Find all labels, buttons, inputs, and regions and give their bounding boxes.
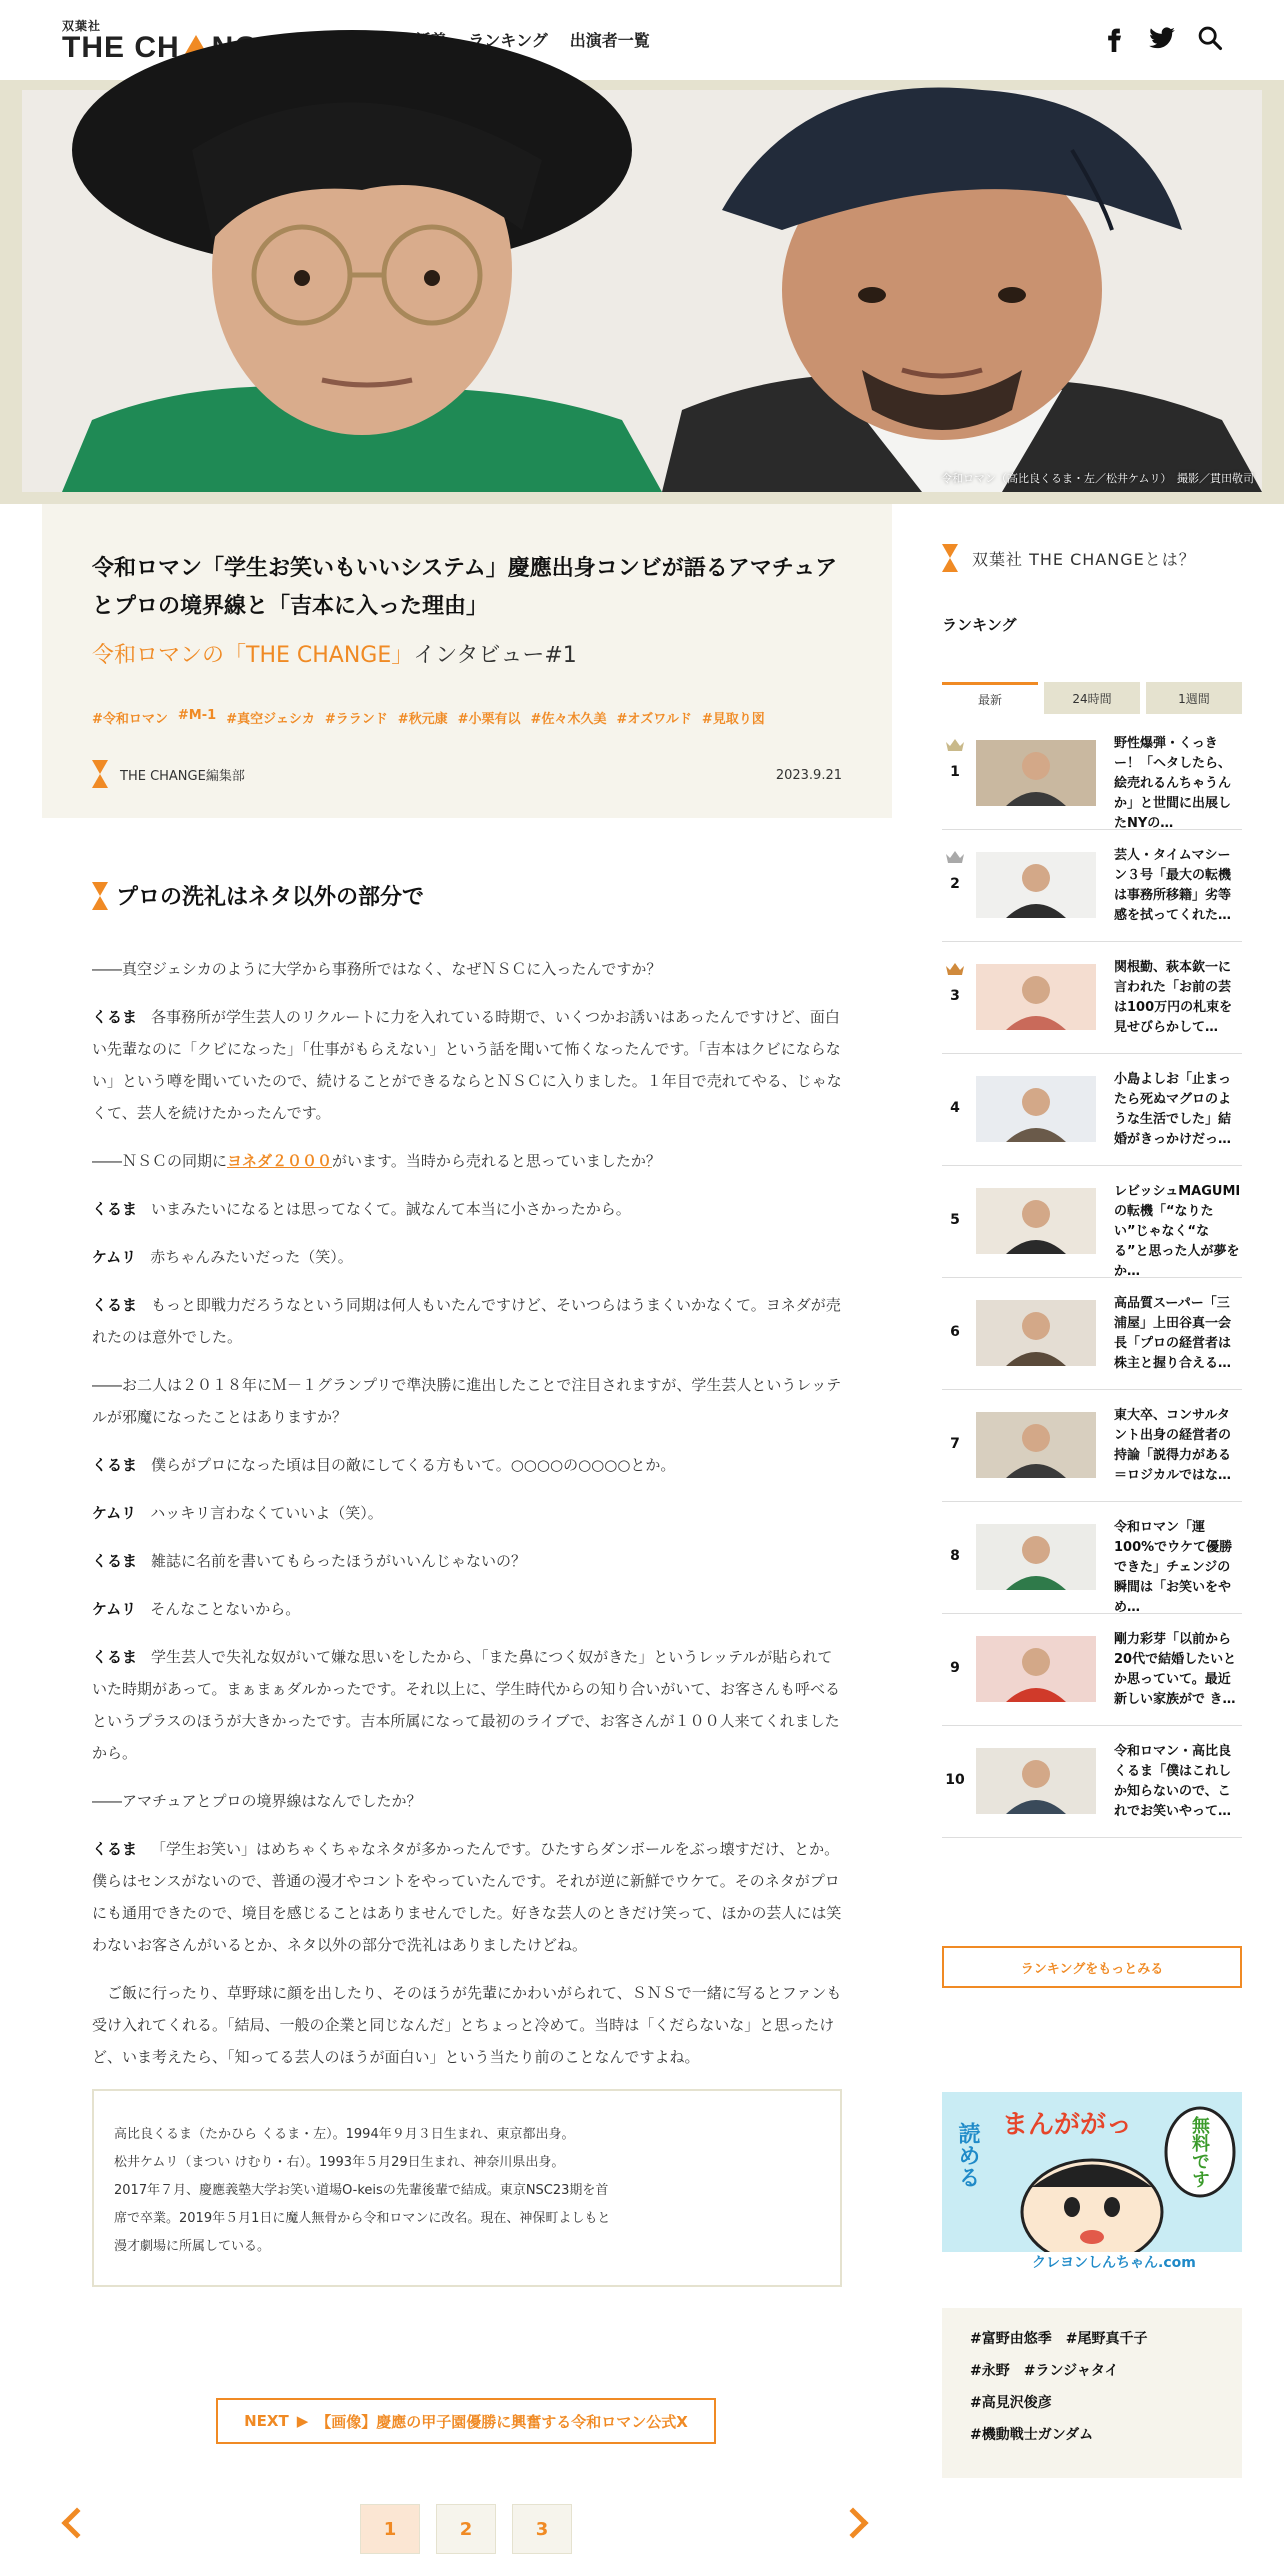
paragraph-text: 各事務所が学生芸人のリクルートに力を入れている時期で、いくつかお誘いはあったんですけど、面白い先輩なのに「クビになった」「仕事がもらえない」という話を聞いて怖くなったんです。「吉本はクビにならない」という噂を聞いていたので、続けることができるならとＮＳＣに入りました。１年目で売れてやる、じゃなくて、芸人を続けたかったんです。 xyxy=(92,1008,842,1122)
profile-line: 高比良くるま（たかひら くるま・左）。1994年９月３日生まれ、東京都出身。 xyxy=(114,2127,575,2142)
ranking-title[interactable]: 東大卒、コンサルタント出身の経営者の持論「説得力がある＝ロジカルではな… xyxy=(1114,1408,1232,1483)
article-header xyxy=(42,504,892,818)
article-paragraph xyxy=(92,1193,842,1225)
subtitle-rest: インタビュー#1 xyxy=(413,643,577,668)
article-paragraph xyxy=(92,1641,842,1769)
ranking-item[interactable] xyxy=(942,1614,1242,1726)
hourglass-icon xyxy=(92,882,108,910)
speaker-name: くるま xyxy=(92,1552,138,1570)
prev-page-icon[interactable] xyxy=(61,2507,92,2538)
ranking-title[interactable]: 令和ロマン・高比良くるま「僕はこれしか知らないので、これでお笑いやって… xyxy=(1114,1744,1232,1819)
speaker-name: ケムリ xyxy=(92,1504,137,1522)
tag-row xyxy=(970,2328,1214,2348)
nav-performers[interactable]: 出演者一覧 xyxy=(569,31,650,50)
article-subtitle xyxy=(92,638,577,669)
tag-link[interactable]: #ランジャタイ xyxy=(1023,2363,1119,2379)
tag-link[interactable]: #高見沢俊彦 xyxy=(970,2395,1052,2411)
banner-brand: クレヨンしんちゃん.com xyxy=(1032,2255,1196,2271)
paragraph-text: ハッキリ言わなくていいよ（笑）。 xyxy=(150,1504,383,1522)
logo-text-left: THE CH xyxy=(62,31,180,64)
speaker-name: くるま xyxy=(92,1648,138,1666)
speaker-name: ケムリ xyxy=(92,1600,137,1618)
article-paragraph xyxy=(92,1497,842,1529)
rank-number: 2 xyxy=(950,876,960,892)
article-body xyxy=(92,880,842,2287)
twitter-icon[interactable] xyxy=(1148,24,1176,52)
paragraph-text: 「学生お笑い」はめちゃくちゃなネタが多かったんです。ひたすらダンボールをぶっ壊すだけ、とか。僕らはセンスがないので、普通の漫才やコントをやっていたんです。それが逆に新鮮でウケて。そのネタがプロにも通用できたので、境目を感じることはありませんでした。好きな芸人のときだけ笑って、ほかの芸人には笑わないお客さんがいるとか、ネタ以外の部分で洗礼はありましたけどね。 xyxy=(92,1840,842,1954)
ranking-title[interactable]: 令和ロマン「運100%でウケて優勝できた」チェンジの瞬間は「お笑いをやめ… xyxy=(1114,1520,1233,1615)
paragraph-text: もっと即戦力だろうなという同期は何人もいたんですけど、そいつらはうまくいかなくて。ヨネダが売れたのは意外でした。 xyxy=(92,1296,841,1346)
tag-row xyxy=(970,2360,1214,2380)
ranking-item[interactable] xyxy=(942,1390,1242,1502)
tag-link[interactable]: #M-1 xyxy=(177,708,217,723)
tag-link[interactable]: #令和ロマン xyxy=(92,712,168,727)
paragraph-text: 学生芸人で失礼な奴がいて嫌な思いをしたから、「また鼻につく奴がきた」というレッテルが貼られていた時期があって。まぁまぁダルかったです。それ以上に、学生時代からの知り合いがいて、お客さんも呼べるというプラスのほうが大きかったです。吉本所属になって最初のライブで、お客さんが１００人来てくれましたから。 xyxy=(92,1648,841,1762)
ranking-thumbnail[interactable] xyxy=(976,964,1096,1030)
banner-center-text: まんががっ xyxy=(1002,2110,1133,2140)
ranking-title[interactable]: 小島よしお「止まったら死ぬマグロのような生活でした」結婚がきっかけだっ… xyxy=(1114,1072,1232,1147)
hourglass-icon xyxy=(92,760,108,788)
play-icon: ▶ xyxy=(296,2412,309,2430)
rank-number: 6 xyxy=(950,1324,960,1340)
tag-link[interactable]: #尾野真千子 xyxy=(1065,2331,1148,2347)
ranking-thumbnail[interactable] xyxy=(976,1748,1096,1814)
hero-caption: 令和ロマン（高比良くるま・左／松井ケムリ） 撮影／貫田敬司 xyxy=(941,472,1254,485)
article-paragraph xyxy=(92,953,842,985)
tag-link[interactable]: #富野由悠季 xyxy=(970,2331,1052,2347)
ranking-tabs xyxy=(942,682,1242,714)
more-ranking-button[interactable]: ランキングをもっとみる xyxy=(942,1946,1242,1988)
nav-ranking[interactable]: ランキング xyxy=(468,31,548,50)
article-paragraph xyxy=(92,1449,842,1481)
ranking-item[interactable] xyxy=(942,942,1242,1054)
ranking-thumbnail[interactable] xyxy=(976,1636,1096,1702)
next-page-icon[interactable] xyxy=(837,2507,868,2538)
next-article-button[interactable] xyxy=(216,2398,716,2444)
rank-number: 9 xyxy=(950,1660,960,1676)
article-paragraph xyxy=(92,1001,842,1129)
article-paragraph xyxy=(92,1241,842,1273)
next-label: 【画像】慶應の甲子園優勝に興奮する令和ロマン公式X xyxy=(316,2412,688,2431)
hourglass-icon xyxy=(942,544,958,572)
ranking-thumbnail[interactable] xyxy=(976,1412,1096,1478)
rank-number: 3 xyxy=(950,988,960,1004)
tag-row xyxy=(970,2424,1214,2444)
hero-photo xyxy=(22,90,1262,492)
about-label: 双葉社 THE CHANGEとは？ xyxy=(972,549,1196,569)
tag-link[interactable]: #小栗有以 xyxy=(457,712,521,727)
paragraph-text: ――真空ジェシカのように大学から事務所ではなく、なぜＮＳＣに入ったんですか？ xyxy=(92,960,662,978)
speaker-name: くるま xyxy=(92,1200,138,1218)
ranking-list xyxy=(942,718,1242,1838)
page-1[interactable]: 1 xyxy=(360,2504,420,2554)
paragraph-text: ――ＮＳＣの同期に xyxy=(92,1152,228,1170)
ranking-thumbnail[interactable] xyxy=(976,1076,1096,1142)
ranking-title[interactable]: 関根勤、萩本欽一に言われた「お前の芸は100万円の札束を見せびらかして… xyxy=(1114,960,1233,1035)
author[interactable] xyxy=(92,760,245,788)
ranking-item[interactable] xyxy=(942,1278,1242,1390)
speaker-name: くるま xyxy=(92,1296,138,1314)
article-paragraph xyxy=(92,1545,842,1577)
rank-number: 8 xyxy=(950,1548,960,1564)
tag-row xyxy=(970,2392,1214,2412)
tag-link[interactable]: #永野 xyxy=(970,2363,1010,2379)
paragraph-text: いまみたいになるとは思ってなくて。誠なんて本当に小さかったから。 xyxy=(151,1200,631,1218)
rank-number: 5 xyxy=(950,1212,960,1228)
article-title: 令和ロマン「学生お笑いもいいシステム」慶應出身コンビが語るアマチュアとプロの境界線と「吉本に入った理由」 xyxy=(92,556,838,619)
ranking-title[interactable]: 剛力彩芽「以前から20代で結婚したいとか思っていて。最近新しい家族がで き… xyxy=(1114,1632,1237,1707)
tab-24h[interactable]: 24時間 xyxy=(1044,682,1140,714)
rank-number: 10 xyxy=(945,1772,965,1788)
article-paragraph xyxy=(92,1145,842,1177)
ranking-thumbnail[interactable] xyxy=(976,852,1096,918)
speaker-name: くるま xyxy=(92,1840,138,1858)
hero xyxy=(0,90,1284,494)
ranking-item[interactable] xyxy=(942,1166,1242,1278)
paragraph-text: 雑誌に名前を書いてもらったほうがいいんじゃないの？ xyxy=(151,1552,527,1570)
tag-link[interactable]: #秋元康 xyxy=(397,712,448,727)
ranking-thumbnail[interactable] xyxy=(976,740,1096,806)
tab-latest[interactable]: 最新 xyxy=(942,682,1038,714)
paragraph-text: そんなことないから。 xyxy=(150,1600,301,1618)
crayon-shinchan-banner[interactable] xyxy=(942,2092,1242,2272)
ranking-title[interactable]: レビッシュMAGUMI の転機「“なりたい”じゃなく“な る”と思った人が夢をか… xyxy=(1114,1184,1241,1279)
speaker-name: ケムリ xyxy=(92,1248,137,1266)
crown-icon xyxy=(946,736,964,748)
page-2[interactable]: 2 xyxy=(436,2504,496,2554)
ranking-title[interactable]: 高品質スーパー「三浦屋」上田谷真一会長「プロの経営者は株主と握り合える… xyxy=(1114,1296,1232,1371)
paragraph-text: 僕らがプロになった頃は目の敵にしてくる方もいて。○○○○の○○○○とか。 xyxy=(151,1456,676,1474)
ranking-title[interactable]: 野性爆弾・くっきー！「ヘタしたら、絵売れるんちゃうんか」と世間に出展したNYの… xyxy=(1114,736,1232,831)
ranking-item[interactable] xyxy=(942,718,1242,830)
tag-list xyxy=(92,708,852,727)
ranking-item[interactable] xyxy=(942,1726,1242,1838)
publish-date: 2023.9.21 xyxy=(775,768,842,783)
speaker-name: くるま xyxy=(92,1456,138,1474)
ranking-heading: ランキング xyxy=(942,616,1017,634)
tag-link[interactable]: #見取り図 xyxy=(701,712,765,727)
paragraph-list xyxy=(92,953,842,2073)
paragraph-text: がいます。当時から売れると思っていましたか？ xyxy=(332,1152,661,1170)
paragraph-text: ――アマチュアとプロの境界線はなんでしたか？ xyxy=(92,1792,422,1810)
paragraph-text: ご飯に行ったり、草野球に顔を出したり、そのほうが先輩にかわいがられて、ＳＮＳで一緒に写るとファンも受け入れてくれる。「結局、一般の企業と同じなんだ」とちょっと冷めて。当時は「くだらないな」と思ったけど、いま考えたら、「知ってる芸人のほうが面白い」という当たり前のことなんですよね。 xyxy=(92,1984,842,2066)
ranking-thumbnail[interactable] xyxy=(976,1524,1096,1590)
article-paragraph xyxy=(92,1593,842,1625)
profile-line: 松井ケムリ（まつい けむり・右）。1993年５月29日生まれ、神奈川県出身。 xyxy=(114,2155,565,2170)
speaker-name: くるま xyxy=(92,1008,138,1026)
article-paragraph xyxy=(92,1289,842,1353)
article-paragraph xyxy=(92,1369,842,1433)
profile-line: 席で卒業。2019年５月1日に魔人無骨から令和ロマンに改名。現在、神保町よしもと xyxy=(114,2211,611,2226)
ranking-thumbnail[interactable] xyxy=(976,1188,1096,1254)
rank-number: 1 xyxy=(950,764,960,780)
banner-right-text: 無料です xyxy=(1189,2116,1210,2188)
subtitle-highlight: 令和ロマンの「THE CHANGE」 xyxy=(92,643,414,668)
author-name: THE CHANGE編集部 xyxy=(120,768,245,784)
page-3[interactable]: 3 xyxy=(512,2504,572,2554)
article-paragraph xyxy=(92,1833,842,1961)
section-heading xyxy=(92,880,842,911)
hero-divider xyxy=(0,494,1284,504)
tab-1week[interactable]: 1週間 xyxy=(1146,682,1242,714)
profile-line: 漫才劇場に所属している。 xyxy=(114,2239,271,2254)
crown-icon xyxy=(946,960,964,972)
ranking-item[interactable] xyxy=(942,830,1242,942)
tag-link[interactable]: #機動戦士ガンダム xyxy=(970,2427,1094,2443)
pagination xyxy=(0,2504,900,2549)
facebook-icon[interactable] xyxy=(1100,24,1128,52)
ranking-item[interactable] xyxy=(942,1054,1242,1166)
tag-link[interactable]: #オズワルド xyxy=(616,712,692,727)
header-icons xyxy=(1100,24,1224,52)
banner-left-text: 読める xyxy=(955,2122,980,2188)
ranking-thumbnail[interactable] xyxy=(976,1300,1096,1366)
profile-line: 2017年７月、慶應義塾大学お笑い道場O-keisの先輩後輩で結成。東京NSC23期を首 xyxy=(114,2183,609,2198)
logo-publisher: 双葉社 xyxy=(62,19,102,33)
paragraph-text: 赤ちゃんみたいだった（笑）。 xyxy=(150,1248,353,1266)
next-prefix: NEXT xyxy=(244,2412,289,2430)
ranking-title[interactable]: 芸人・タイムマシーン３号「最大の転機は事務所移籍」劣等感を拭ってくれた… xyxy=(1114,848,1232,923)
ranking-item[interactable] xyxy=(942,1502,1242,1614)
section-heading-text: プロの洗礼はネタ以外の部分で xyxy=(116,885,425,910)
rank-number: 7 xyxy=(950,1436,960,1452)
tag-link[interactable]: #ラランド xyxy=(324,712,388,727)
tag-link[interactable]: #真空ジェシカ xyxy=(226,712,315,727)
person-link[interactable]: ヨネダ２０００ xyxy=(227,1152,333,1170)
paragraph-text: ――お二人は２０１８年にＭ－１グランプリで準決勝に進出したことで注目されますが、学生芸人というレッテルが邪魔になったことはありますか？ xyxy=(92,1376,842,1426)
tag-link[interactable]: #佐々木久美 xyxy=(530,712,607,727)
article-paragraph xyxy=(92,1977,842,2073)
rank-number: 4 xyxy=(950,1100,960,1116)
about-link[interactable] xyxy=(942,544,1196,572)
search-icon[interactable] xyxy=(1196,24,1224,52)
crown-icon xyxy=(946,848,964,860)
article-paragraph xyxy=(92,1785,842,1817)
popular-tags xyxy=(942,2308,1242,2478)
profile-box xyxy=(92,2089,842,2287)
